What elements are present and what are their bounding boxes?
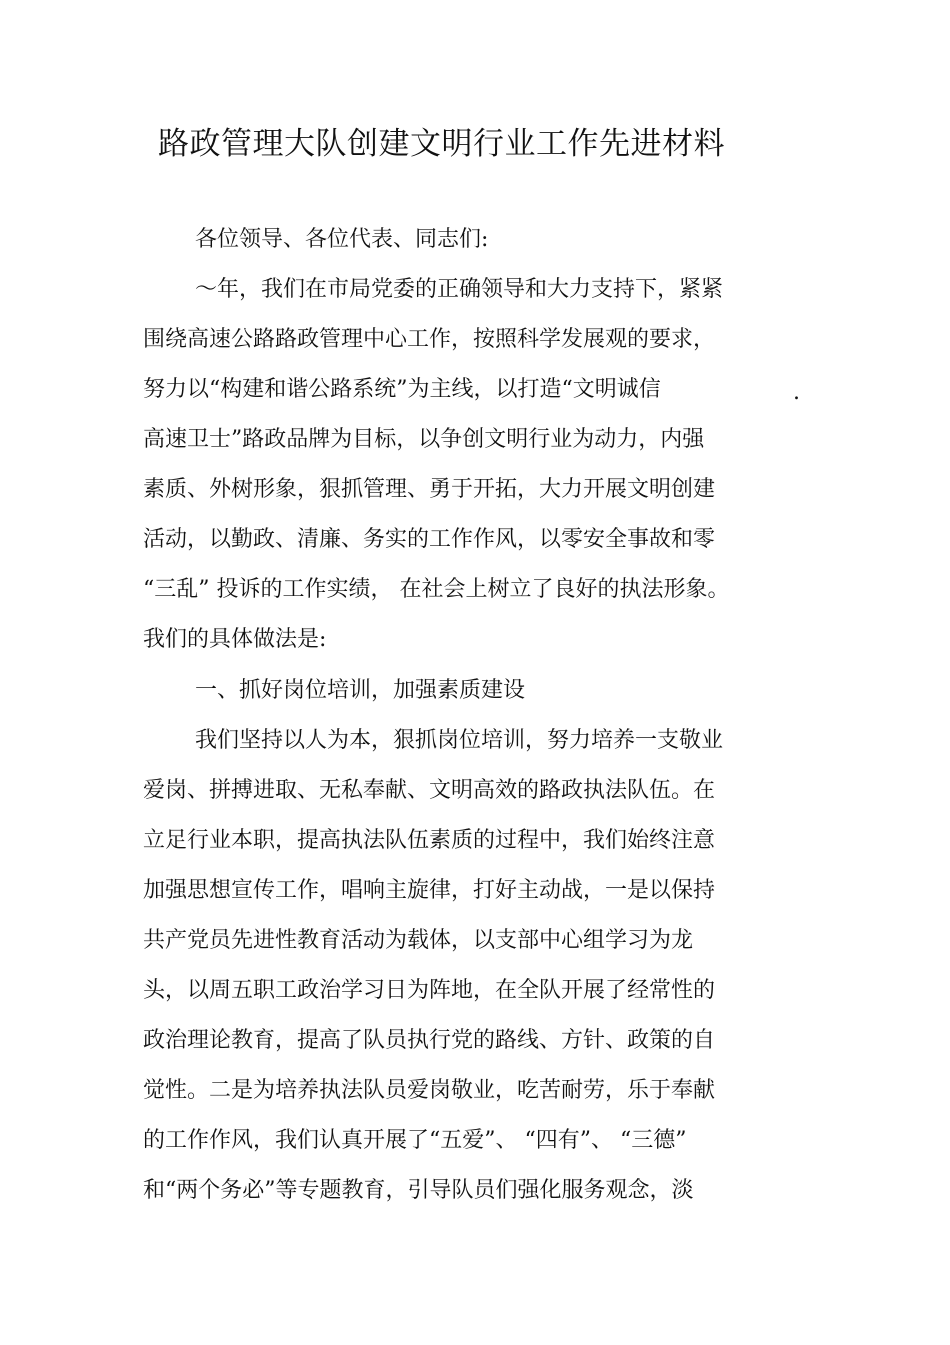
paragraph-line: 素质、外树形象，狠抓管理、勇于开拓，大力开展文明创建 <box>143 477 716 502</box>
paragraph-line: 的工作作风，我们认真开展了“五爱”、 “四有”、 “三德” <box>143 1128 687 1153</box>
paragraph-line: 爱岗、拼搏进取、无私奉献、文明高效的路政执法队伍。在 <box>143 778 716 803</box>
paragraph-line: 我们坚持以人为本，狠抓岗位培训，努力培养一支敬业 <box>195 728 724 753</box>
paragraph-line: 共产党员先进性教育活动为载体，以支部中心组学习为龙 <box>143 928 694 953</box>
stray-mark: . <box>793 380 800 405</box>
paragraph-line: 和“两个务必”等专题教育，引导队员们强化服务观念，淡 <box>143 1178 694 1203</box>
paragraph-line: ～年，我们在市局党委的正确领导和大力支持下，紧紧 <box>195 277 724 302</box>
paragraph-line: 加强思想宣传工作，唱响主旋律，打好主动战，一是以保持 <box>143 878 716 903</box>
paragraph-line: 围绕高速公路路政管理中心工作，按照科学发展观的要求， <box>143 327 716 352</box>
paragraph-line: 立足行业本职，提高执法队伍素质的过程中，我们始终注意 <box>143 828 716 853</box>
paragraph-line: 头，以周五职工政治学习日为阵地，在全队开展了经常性的 <box>143 978 716 1003</box>
section-heading: 一、抓好岗位培训，加强素质建设 <box>195 678 526 703</box>
paragraph-line: 觉性。二是为培养执法队员爱岗敬业，吃苦耐劳，乐于奉献 <box>143 1078 716 1103</box>
paragraph-line: “三乱” 投诉的工作实绩， 在社会上树立了良好的执法形象。 <box>143 577 730 602</box>
paragraph-line: 我们的具体做法是: <box>143 627 327 652</box>
document-title: 路政管理大队创建文明行业工作先进材料 <box>158 126 725 162</box>
paragraph-line: 活动，以勤政、清廉、务实的工作作风，以零安全事故和零 <box>143 527 716 552</box>
paragraph-line: 高速卫士”路政品牌为目标，以争创文明行业为动力，内强 <box>143 427 705 452</box>
paragraph-line: 政治理论教育，提高了队员执行党的路线、方针、政策的自 <box>143 1028 716 1053</box>
salutation: 各位领导、各位代表、同志们: <box>195 227 489 252</box>
paragraph-line: 努力以“构建和谐公路系统”为主线，以打造“文明诚信 <box>143 377 661 402</box>
